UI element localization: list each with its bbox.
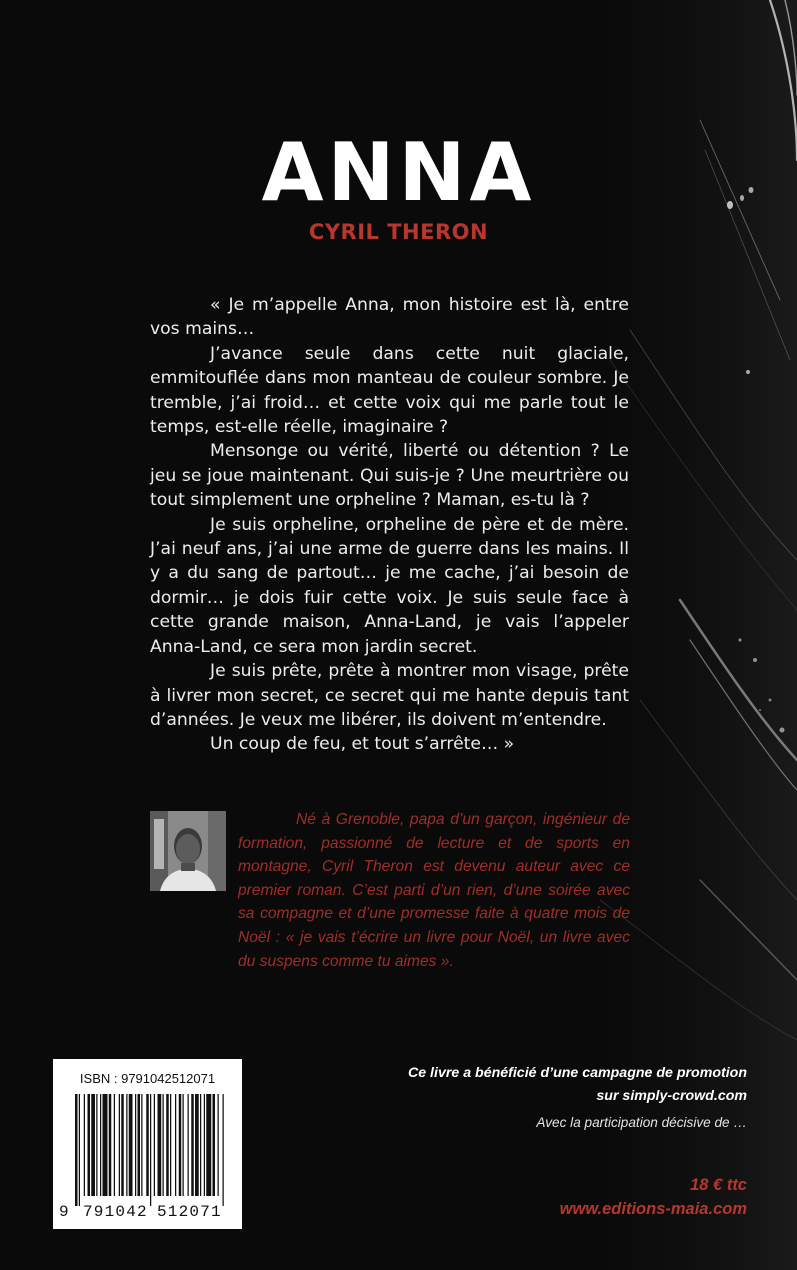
promo-line: sur simply-crowd.com: [596, 1088, 747, 1104]
blurb-paragraph: Un coup de feu, et tout s’arrête… »: [210, 734, 515, 755]
blurb-paragraph: « Je m’appelle Anna, mon histoire est là, entre vos mains…: [150, 295, 629, 340]
bio-text: Né à Grenoble, papa d’un garçon, ingénieur de formation, passionné de lecture et de sports en montagne, Cyril Theron est devenu auteur avec ce premier roman. C’est parti d’un rien, d’une soirée avec sa compagne et d’une promesse faite à quatre mois de Noël : « je vais t’écrire un livre pour Noël, un livre avec du suspens comme tu aimes ».: [238, 811, 630, 970]
author-biography: [238, 808, 630, 973]
publisher-website: www.editions-maia.com: [559, 1200, 747, 1218]
isbn-label: ISBN : 9791042512071: [79, 1071, 216, 1086]
price-and-publisher: [367, 1173, 747, 1221]
barcode-digits-right: 512071: [157, 1203, 222, 1221]
author-name: CYRIL THERON: [308, 220, 489, 244]
author-portrait-icon: [150, 811, 226, 891]
book-title: ANNA: [261, 126, 536, 219]
barcode-icon: [75, 1094, 225, 1206]
promo-line: Ce livre a bénéficié d’une campagne de promotion: [407, 1065, 747, 1081]
blurb-paragraph: Mensonge ou vérité, liberté ou détention ? Le jeu se joue maintenant. Qui suis-je ? Une meurtrière ou tout simplement une orpheline ? Maman, es-tu là ?: [150, 441, 629, 511]
blurb-paragraph: Je suis orpheline, orpheline de père et de mère. J’ai neuf ans, j’ai une arme de guerre dans les mains. Il y a du sang de partout… je me cache, j’ai besoin de dormir… je dois fuir cette voix. Je suis seule face à cette grande maison, Anna-Land, je vais l’appeler Anna-Land, ce sera mon jardin secret.: [150, 514, 629, 657]
blurb-paragraph: Je suis prête, prête à montrer mon visage, prête à livrer mon secret, ce secret qui me hante depuis tant d’années. Je veux me libérer, ils doivent m’entendre.: [150, 661, 629, 730]
barcode-digit-first: 9: [59, 1203, 69, 1221]
promotion-notice: [367, 1062, 747, 1108]
price: 18 € ttc: [690, 1176, 747, 1194]
isbn-barcode-box: [53, 1059, 242, 1229]
author-portrait: [150, 811, 226, 891]
back-cover-blurb: [150, 293, 629, 757]
blurb-paragraph: J’avance seule dans cette nuit glaciale, emmitouflée dans mon manteau de couleur sombre. Je tremble, j’ai froid… et cette voix qui me parle tout le temps, est-elle réelle, imaginaire ?: [150, 343, 629, 438]
barcode-digits-left: 791042: [83, 1203, 148, 1221]
participation-note: Avec la participation décisive de …: [536, 1115, 747, 1130]
